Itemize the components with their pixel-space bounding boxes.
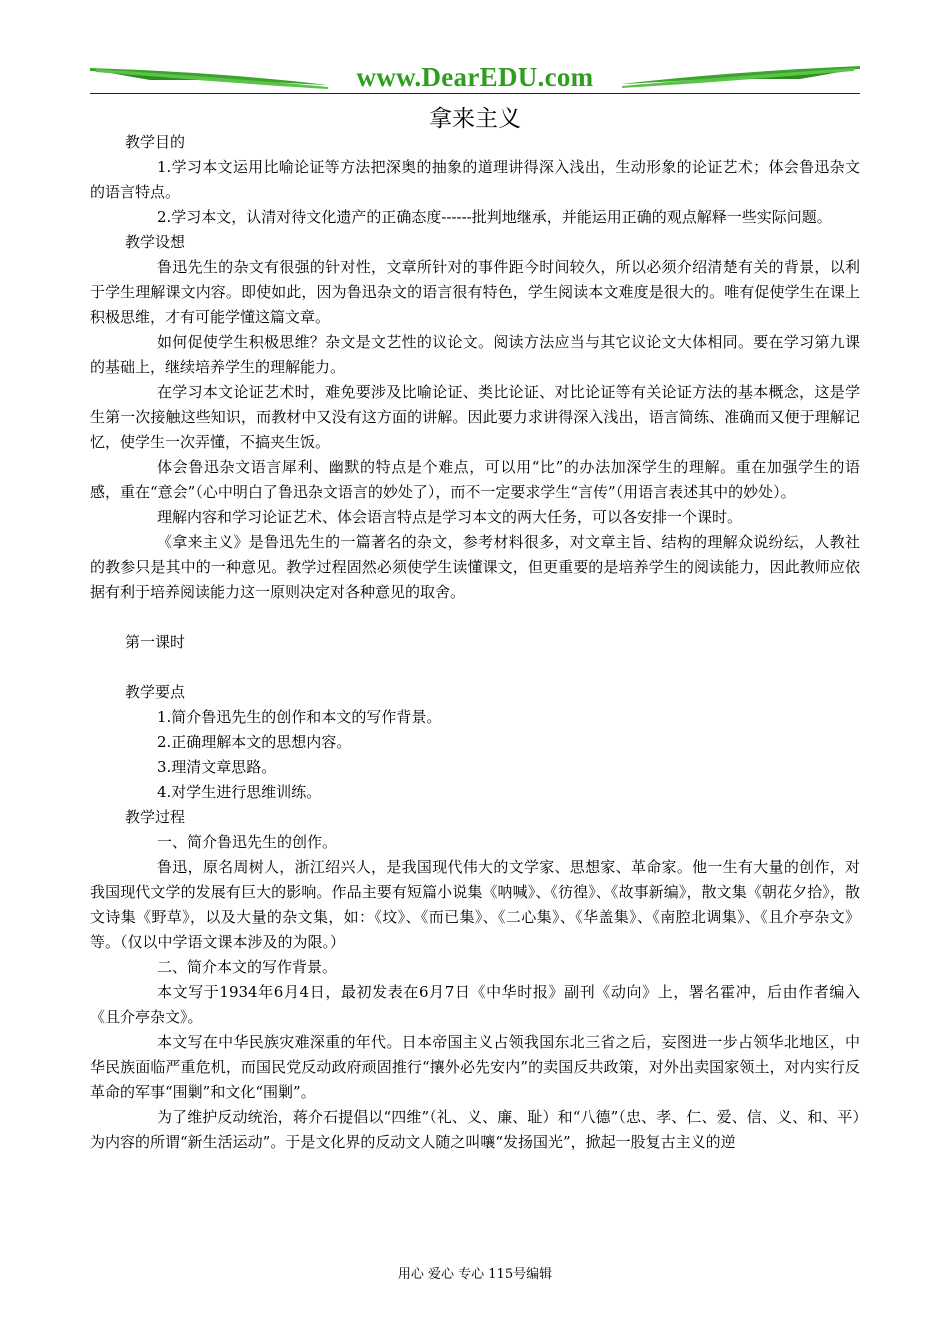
paragraph: 如何促使学生积极思维？杂文是文艺性的议论文。阅读方法应当与其它议论文大体相同。要在学习第九课的基础上，继续培养学生的理解能力。 [90, 333, 860, 376]
page-footer: 用心 爱心 专心 115号编辑 [397, 1267, 553, 1282]
paragraph: 《拿来主义》是鲁迅先生的一篇著名的杂文，参考材料很多，对文章主旨、结构的理解众说纷纭，人教社的教参只是其中的一种意见。教学过程固然必须使学生读懂课文，但更重要的是培养学生的阅读能力，因此教师应依据有利于培养阅读能力这一原则决定对各种意见的取舍。 [90, 533, 860, 601]
section-heading: 教学目的 [125, 133, 186, 151]
subsection-heading: 一、简介鲁迅先生的创作。 [157, 833, 338, 851]
list-item: 3.理清文章思路。 [157, 758, 277, 776]
paragraph: 本文写在中华民族灾难深重的年代。日本帝国主义占领我国东北三省之后，妄图进一步占领华北地区，中华民族面临严重危机，而国民党反动政府顽固推行“攘外必先安内”的卖国反共政策，对外出卖国家领土，对内实行反革命的军事“围剿”和文化“围剿”。 [90, 1033, 860, 1101]
paragraph: 在学习本文论证艺术时，难免要涉及比喻论证、类比论证、对比论证等有关论证方法的基本概念，这是学生第一次接触这些知识，而教材中又没有这方面的讲解。因此要力求讲得深入浅出，语言简练、准确而又便于理解记忆，使学生一次弄懂，不搞夹生饭。 [90, 383, 860, 451]
paragraph: 鲁迅，原名周树人，浙江绍兴人，是我国现代伟大的文学家、思想家、革命家。他一生有大量的创作，对我国现代文学的发展有巨大的影响。作品主要有短篇小说集《呐喊》、《彷徨》、《故事新编》，散文集《朝花夕拾》，散文诗集《野草》，以及大量的杂文集，如：《坟》、《而已集》、《二心集》、《华盖集》、《南腔北调集》、《且介亭杂文》等。（仅以中学语文课本涉及的为限。） [90, 858, 860, 951]
paragraph: 1.学习本文运用比喻论证等方法把深奥的抽象的道理讲得深入浅出，生动形象的论证艺术；体会鲁迅杂文的语言特点。 [90, 158, 860, 201]
site-logo-text[interactable]: www.DearEDU.com [356, 62, 594, 92]
list-item: 2.正确理解本文的思想内容。 [157, 733, 352, 751]
section-heading: 教学过程 [125, 808, 186, 826]
subsection-heading: 二、简介本文的写作背景。 [157, 958, 338, 976]
list-item: 4.对学生进行思维训练。 [157, 783, 322, 801]
section-heading: 教学设想 [125, 233, 186, 251]
section-heading: 第一课时 [125, 633, 186, 651]
paragraph: 本文写于1934年6月4日，最初发表在6月7日《中华时报》副刊《动向》上，署名霍冲，后由作者编入《且介亭杂文》。 [90, 983, 860, 1026]
paragraph: 为了维护反动统治，蒋介石提倡以“四维”（礼、义、廉、耻）和“八德”（忠、孝、仁、爱、信、义、和、平）为内容的所谓“新生活运动”。于是文化界的反动文人随之叫嚷“发扬国光”，掀起一股复古主义的逆 [90, 1108, 860, 1151]
list-item: 1.简介鲁迅先生的创作和本文的写作背景。 [157, 708, 442, 726]
document-title: 拿来主义 [429, 106, 521, 132]
section-heading: 教学要点 [125, 683, 186, 701]
spacer [90, 655, 860, 680]
document-body [90, 130, 860, 1155]
paragraph: 体会鲁迅杂文语言犀利、幽默的特点是个难点，可以用“比”的办法加深学生的理解。重在加强学生的语感，重在“意会”（心中明白了鲁迅杂文语言的妙处了），而不一定要求学生“言传”（用语言表述其中的妙处）。 [90, 458, 860, 501]
header-rule [90, 93, 860, 94]
spacer [90, 605, 860, 630]
paragraph: 2.学习本文，认清对待文化遗产的正确态度------批判地继承，并能运用正确的观点解释一些实际问题。 [157, 208, 832, 226]
paragraph: 鲁迅先生的杂文有很强的针对性，文章所针对的事件距今时间较久，所以必须介绍清楚有关的背景，以利于学生理解课文内容。即使如此，因为鲁迅杂文的语言很有特色，学生阅读本文难度是很大的。唯有促使学生在课上积极思维，才有可能学懂这篇文章。 [90, 258, 860, 326]
site-header-banner [90, 58, 860, 98]
paragraph: 理解内容和学习论证艺术、体会语言特点是学习本文的两大任务，可以各安排一个课时。 [157, 508, 743, 526]
